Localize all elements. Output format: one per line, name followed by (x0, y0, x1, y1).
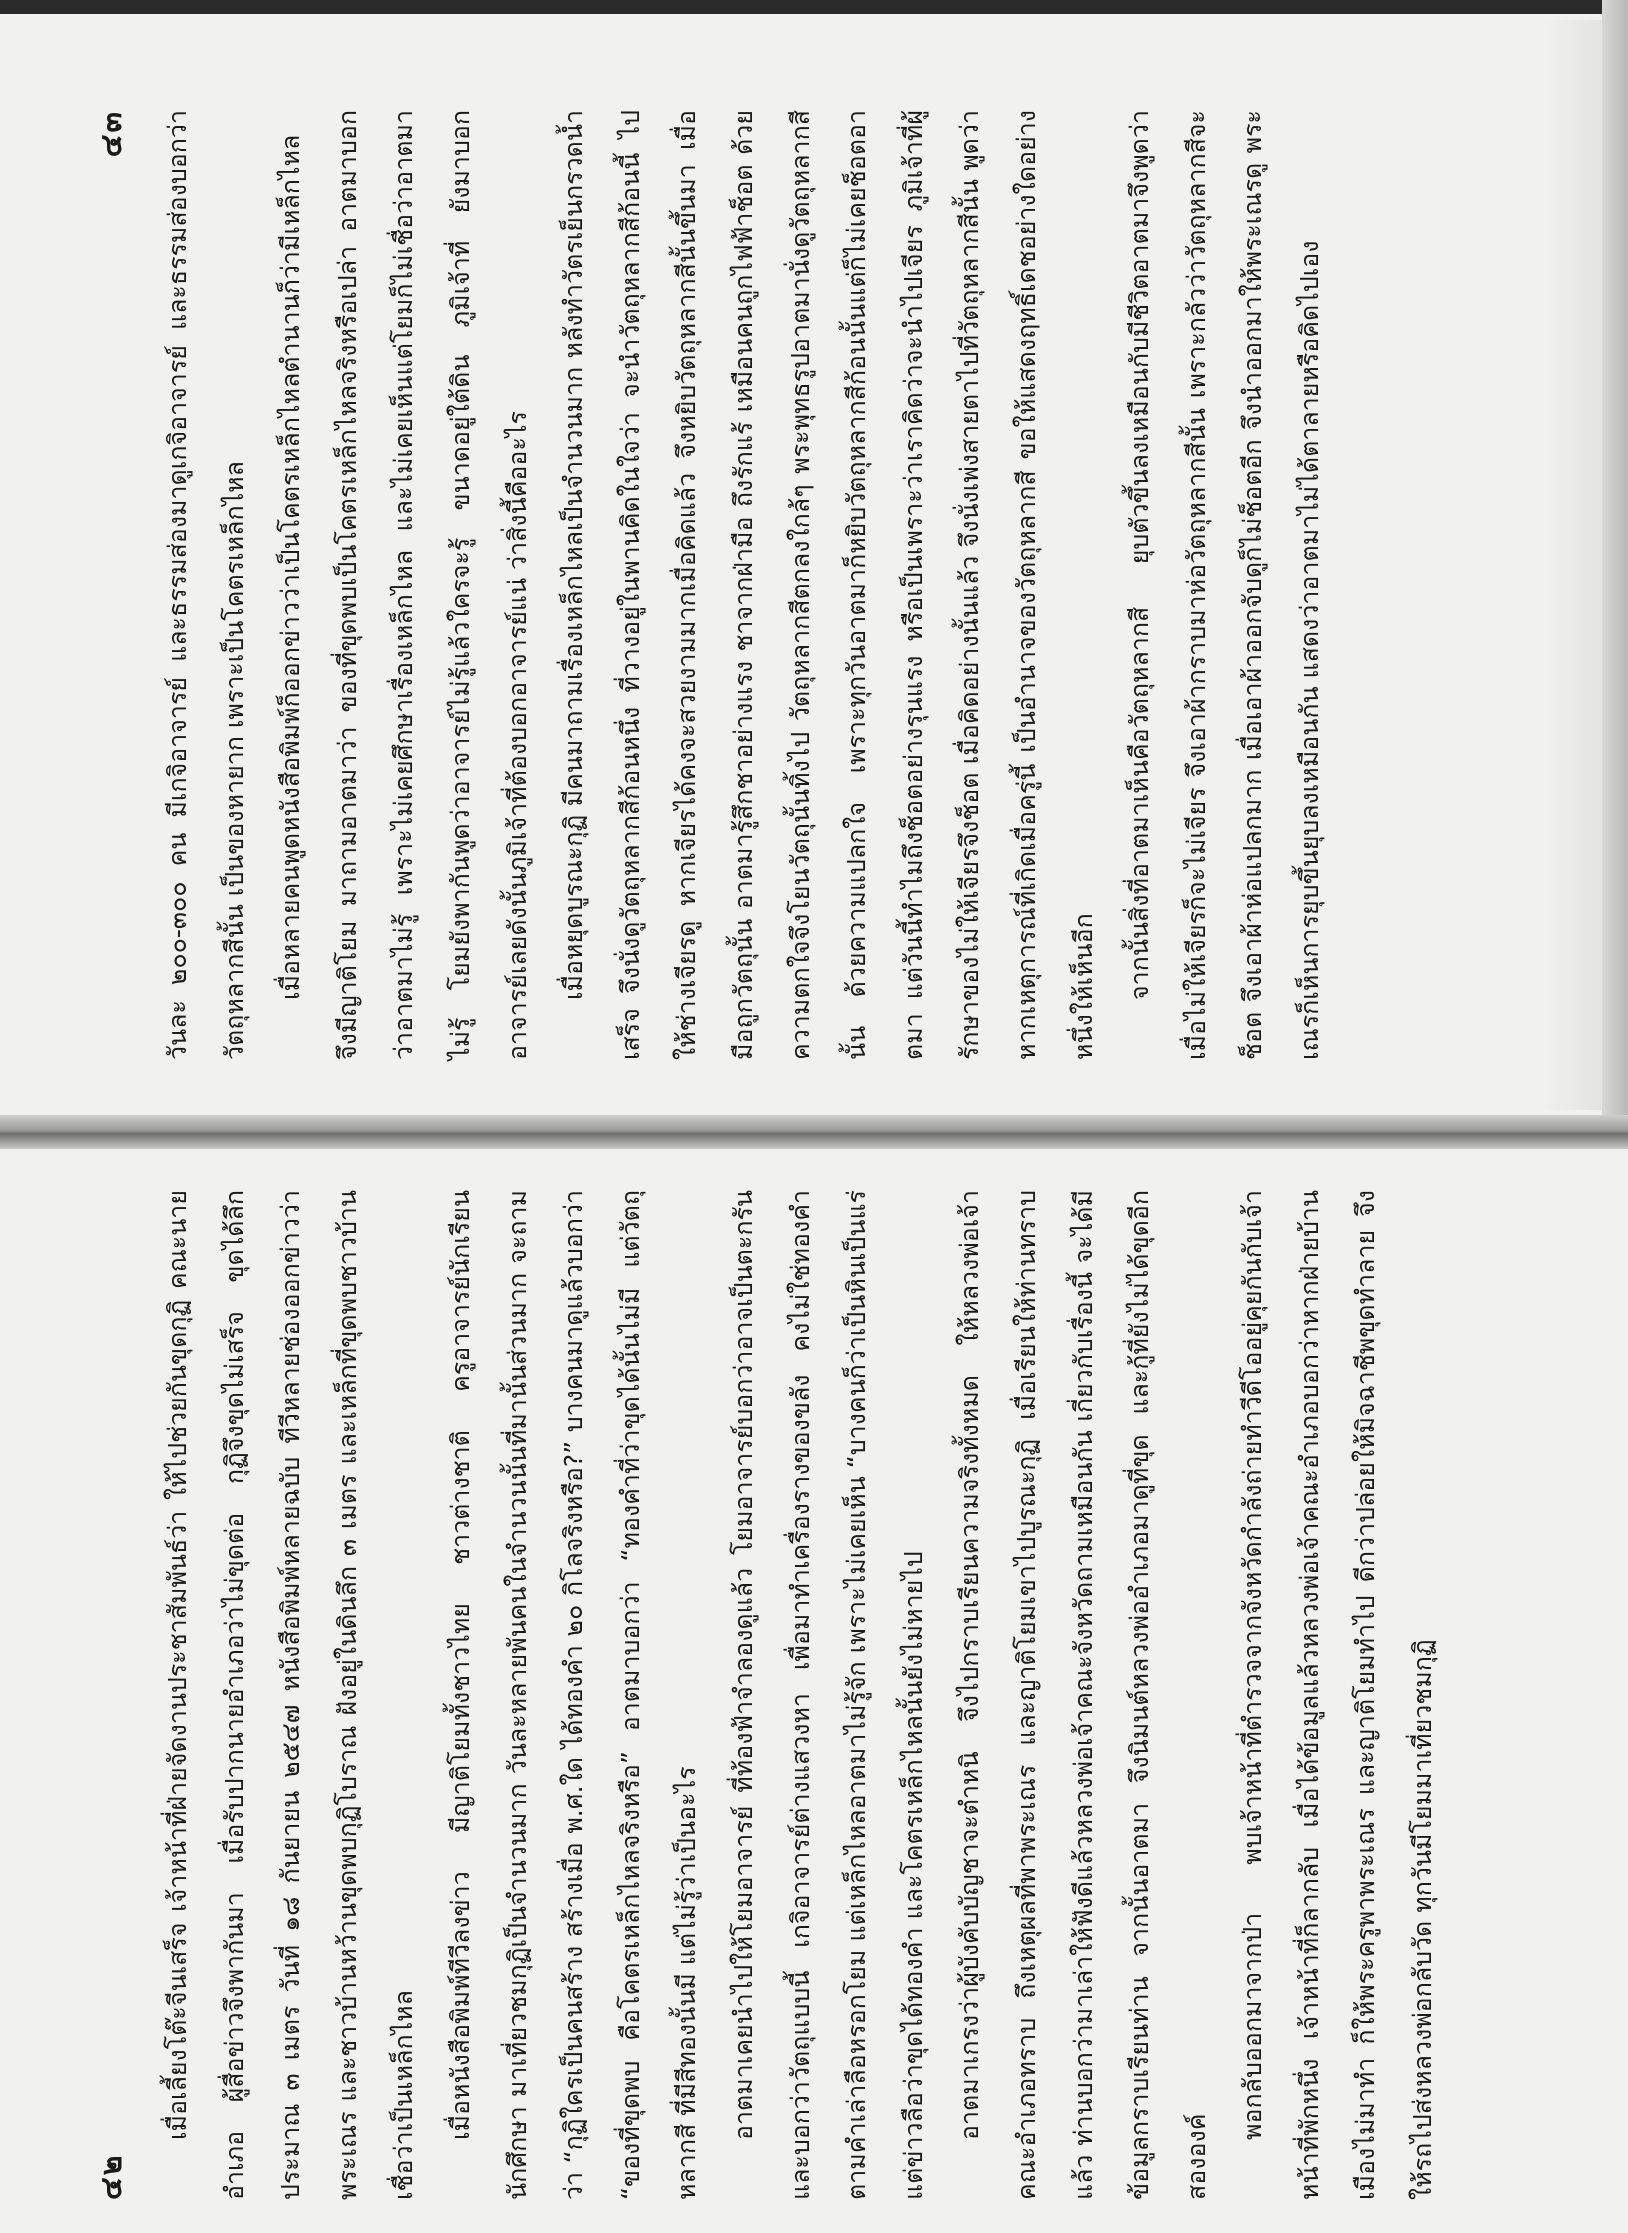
paragraph: เมื่อเลี้ยงโต๊ะจีนเสร็จ เจ้าหน้าที่ฝ่ายจัดงานประชาสัมพันธ์ว่า ให้ไปช่วยกันขุดกุฏิ คณะนายอำเภอ ผู้สื่อข่าวจึงพากันมา เมื่อรับปากนายอำเภอว่าไม่ขุดต่อ กุฏิจึงขุดไม่เสร็จ ขุดได้ลึกประมาณ ๓ เมตร วันที่ ๑๘ กันยายน ๒๕๔๗ หนังสือพิมพ์หลายฉบับ ทีวีหลายช่องออกข่าวว่าพระเณร และชาวบ้านหว้านขุดพบกุฏิโบราณ ฝังอยู่ในดินลึก ๓ เมตร และเหล็กที่ขุดพบชาวบ้าน เชื่อว่าเป็นเหล็กไหล (163, 1190, 419, 2200)
paragraph: จากนั้นสิ่งที่อาตมาเห็นคือวัตถุหลากสี ยุบตัวขึ้นลงเหมือนกับมีชีวิตอาตมาจึงพูดว่าเมื่อไม่ให้เจียรก็จะไม่เจียร จึงเอาผ้ากราบมาห่อวัตถุหลากสีนั้น เพราะกลัวว่าวัตถุหลากสีจะช็อต จึงเอาผ้าห่อแปลกมาก เมื่อเอาผ้าออกจับดูก็ไม่ช็อตอีก จึงนำออกมาให้พระเณรดู พระเณรก็เห็นการยุบขึ้นยุบลงเหมือนกัน แสดงว่าอาตมาไม่ได้ตาลายหรือคิดไปเอง (1125, 110, 1324, 1060)
book-gutter (0, 1115, 1628, 1149)
paragraph: เมื่อหลายคนพูดหนังสือพิมพ์ก็ออกข่าวว่าเป็นโคตรเหล็กไหลตำนานก็ว่ามีเหล็กไหล จึงมีญาติโยม มาถามอาตมาว่า ของที่ขุดพบเป็นโคตรเหล็กไหลจริงหรือเปล่า อาตมาบอกว่าอาตมาไม่รู้ เพราะไม่เคยศึกษาเรื่องเหล็กไหล และไม่เคยเห็นแต่โยมก็ไม่เชื่อว่าอาตมาไม่รู้ โยมยังพากันพูดว่าอาจารย์ไม่รู้แล้วใครจะรู้ ขนาดอยู่ใต้ดิน ภูมิเจ้าที่ ยังมาบอกอาจารย์เลยดังนั้นภูมิเจ้าที่ต้องบอกอาจารย์แน่ ว่าสิ่งนี้คืออะไร (276, 110, 532, 1060)
page-number: ๔๒ (94, 2153, 129, 2200)
paragraph: อาตมาเกรงว่าผู้บังคับบัญชาจะตำหนิ จึงไปกราบเรียนความจริงทั้งหมด ให้หลวงพ่อเจ้าคณะอำเภอทราบ ถึงเหตุผลที่พาพระเณร และญาติโยมเขาไปบูรณะกุฏิ เมื่อเรียนให้ท่านทราบแล้ว ท่านบอกว่ามาเล่าให้ฟังดีแล้วหลวงพ่อเจ้าคณะจังหวัดถามเหมือนกัน เกี่ยวกับเรื่องนี้ จะได้มีข้อมูลกราบเรียนท่าน จากนั้นอาตมา จึงนิมนต์หลวงพ่ออำเภอมาดูที่ขุด และกู้ที่ยังไม่ได้ขุดอีกสององค์ (955, 1190, 1211, 2200)
paragraph: พอกลับออกมาจากป่า พบเจ้าหน้าที่ตำรวจจากจังหวัดกำลังถ่ายทำวีดีโออยู่คุยกันกับเจ้าหน้าที่พักหนึ่ง เจ้าหน้าที่ก็ลากลับ เมื่อได้ข้อมูลแล้วหลวงพ่อเจ้าคณะอำเภอบอกว่าหากฝ่ายบ้านเมืองไม่มาทำ ก็ให้พระครูพาพระเณร และญาติโยมทำไป ดีกว่าปล่อยให้มิจฉาชีพขุดทำลาย จึงให้รถไปส่งหลวงพ่อกลับวัด ทุกวันมีโยมมาเที่ยวชมกุฏิ (1238, 1190, 1438, 2200)
page-number: ๔๓ (94, 110, 129, 158)
paragraph: เมื่อหนังสือพิมพ์ทีวีลงข่าว มีญาติโยมทั้งชาวไทย ชาวต่างชาติ ครูอาจารย์นักเรียนนักศึกษา มาเที่ยวชมกุฏิเป็นจำนวนมาก วันละหลายพันคนในจำนวนนั้นที่มานั้นส่วนมาก จะถามว่า “กุฏิใครเป็นคนสร้าง สร้างเมื่อ พ.ศ.ใด ได้ทองคำ ๒๐ กิโลจริงหรือ?” บางคนมาดูแล้วบอกว่า “ของที่ขุดพบ คือโคตรเหล็กไหลจริงหรือ” อาตมาบอกว่า “ทองคำที่ว่าขุดได้นั้นไม่มี แต่วัตถุหลากสี ที่มีสีทองนั้นมี แต่ไม่รู้ว่าเป็นอะไร (445, 1190, 702, 2200)
page-43 (94, 110, 1338, 1060)
page-edge (1602, 0, 1628, 1115)
paragraph: อาตมาเคยนำไปให้โยมอาจารย์ ที่ท้องฟ้าจำลองดูแล้ว โยมอาจารย์บอกว่าอาจเป็นตะกรัน และบอกว่าวัตถุแบบนี้ เกจิอาจารย์ต่างแสวงหา เพื่อมาทำเครื่องรางของขลัง คงไม่ใช่ทองคำตามคำเล่าลือหรอกโยม แต่เหล็กไหลอาตมาไม่รู้จัก เพราะไม่เคยเห็น “บางคนก็ว่าเป็นหินเป็นแร่ แต่ข่าวลือว่าขุดได้ทองคำ และโคตรเหล็กไหลนั้นยังไม่หายไป (728, 1190, 928, 2200)
scan-border (0, 0, 1628, 14)
paragraph: วันละ ๒๐๐-๓๐๐ คน มีเกจิอาจารย์ และธรรมส่องมาดูเกจิอาจารย์ และธรรมส่องบอกว่าวัตถุหลากสีนั้น เป็นของหายาก เพราะเป็นโคตรเหล็กไหล (163, 110, 249, 1060)
page-42 (94, 1190, 1452, 2200)
paragraph: เมื่อหยุดบูรณะกุฏิ มีคนมาถามเรื่องเหล็กไหลเป็นจำนวนมาก หลังทำวัตรเย็นกรวดน้ำเสร็จ จึงนั่งดูวัตถุหลากสีก้อนหนึ่ง ที่วางอยู่ในพานคิดในใจว่า จะนำวัตถุหลากสีก้อนนี้ ไปให้ช่างเจียรดู หากเจียรได้คงจะสวยงามมากเมื่อคิดแล้ว จึงหยิบวัตถุหลากสีนั้นขึ้นมา เมื่อมือถูกวัตถุนั้น อาตมารู้สึกชาอย่างแรง ชาจากฝ่ามือ ถึงรักแร้ เหมือนคนถูกไฟฟ้าช็อต ด้วยความตกใจจึงโยนวัตถุนั้นทิ้งไป วัตถุหลากสีตกลงใกล้ๆ พระพุทธรูปอาตมานั่งดูวัตถุหลากสีนั้น ด้วยความแปลกใจ เพราะทุกวันอาตมาก็หยิบวัตถุหลากสีก้อนนั้นแต่ก็ไม่เคยช็อตอาตมา แต่วันนี้ทำไมถึงช็อตอย่างรุนแรง หรือเป็นเพราะว่าเราคิดว่าจะนำไปเจียร ภูมิเจ้าที่ผู้รักษาของไม่ให้เจียรจึงช็อต เมื่อคิดอย่างนั้นแล้ว จึงนั่งเพ่งสายตาไปที่วัตถุหลากสีนั้น พูดว่าหากเหตุการณ์ที่เกิดเมื่อครู่นี้ เป็นอำนาจของวัตถุหลากสี ขอให้แสดงฤทธิ์เดชอย่างใดอย่างหนึ่งให้เห็นอีก (559, 110, 1098, 1060)
page-shadow (1542, 20, 1602, 1110)
